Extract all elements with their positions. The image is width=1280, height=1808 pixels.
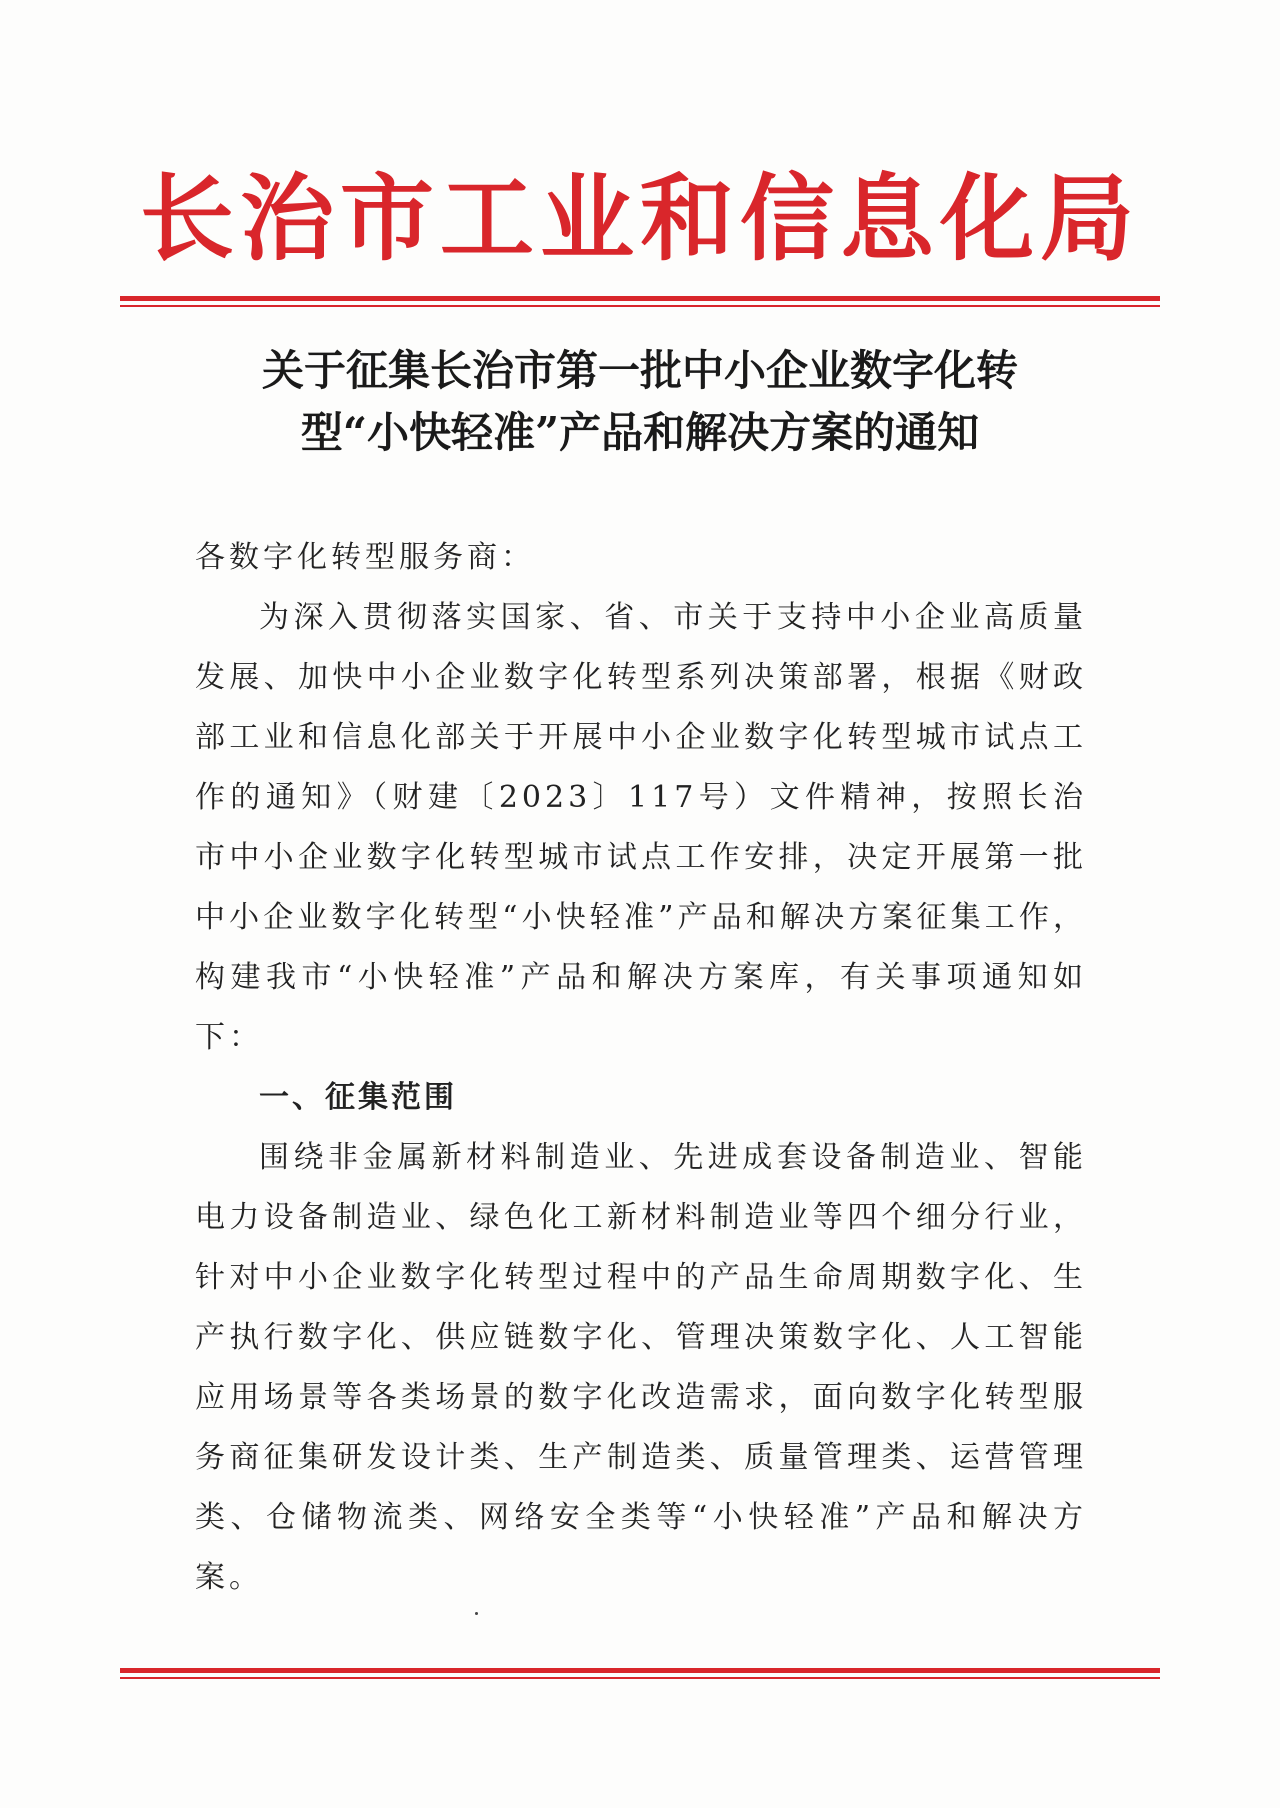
intro-paragraph: 为深入贯彻落实国家、省、市关于支持中小企业高质量发展、加快中小企业数字化转型系列决策部署，根据《财政部工业和信息化部关于开展中小企业数字化转型城市试点工作的通知》（财建〔2023〕117号）文件精神，按照长治市中小企业数字化转型城市试点工作安排，决定开展第一批中小企业数字化转型“小快轻准”产品和解决方案征集工作，构建我市“小快轻准”产品和解决方案库，有关事项通知如下：	[195, 600, 1087, 1055]
letterhead-org-name: 长治市工业和信息化局	[139, 165, 1140, 274]
footer-divider-thin-line	[120, 1677, 1160, 1679]
section-1-paragraph: 围绕非金属新材料制造业、先进成套设备制造业、智能电力设备制造业、绿色化工新材料制造业等四个细分行业，针对中小企业数字化转型过程中的产品生命周期数字化、生产执行数字化、供应链数字化、管理决策数字化、人工智能应用场景等各类场景的数字化改造需求，面向数字化转型服务商征集研发设计类、生产制造类、质量管理类、运营管理类、仓储物流类、网络安全类等“小快轻准”产品和解决方案。	[195, 1140, 1087, 1595]
divider-thin-line	[120, 305, 1160, 307]
footer-divider	[120, 1668, 1160, 1679]
document-title	[150, 340, 1130, 464]
section-1-heading: 一、征集范围	[259, 1080, 457, 1115]
scan-speck	[475, 1612, 478, 1615]
divider-thick-line	[120, 296, 1160, 301]
salutation: 各数字化转型服务商：	[195, 540, 535, 575]
document-title-line-1: 关于征集长治市第一批中小企业数字化转	[261, 346, 1018, 395]
document-title-line-2: 型“小快轻准”产品和解决方案的通知	[300, 408, 980, 457]
document-body	[195, 528, 1087, 1608]
footer-divider-thick-line	[120, 1668, 1160, 1673]
letterhead-divider	[120, 296, 1160, 307]
